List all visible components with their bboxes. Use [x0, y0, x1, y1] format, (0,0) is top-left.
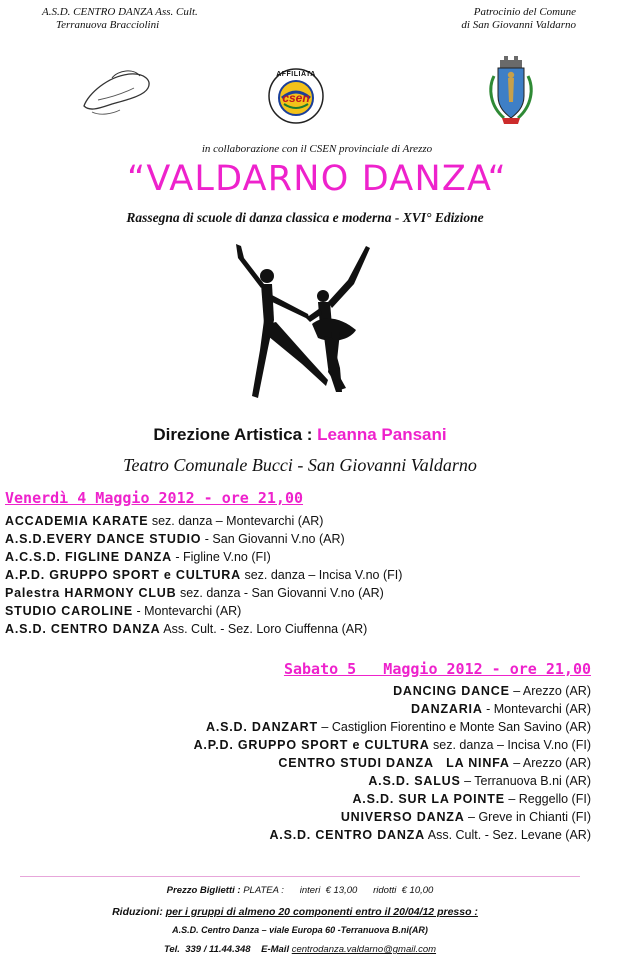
header-left-line1: A.S.D. CENTRO DANZA Ass. Cult. [42, 6, 198, 18]
list-item [194, 736, 591, 754]
footer-divider [20, 876, 580, 877]
school-location: – Arezzo (AR) [509, 684, 591, 698]
list-item [5, 548, 402, 566]
list-item [5, 584, 402, 602]
school-name: A.S.D. CENTRO DANZA [269, 828, 425, 842]
prices-text: PLATEA : interi € 13,00 ridotti € 10,00 [240, 885, 434, 896]
day2-heading: Sabato 5 Maggio 2012 - ore 21,00 [283, 660, 591, 678]
address-line: A.S.D. Centro Danza – viale Europa 60 -Terranuova B.ni(AR) [172, 925, 428, 935]
school-name: A.P.D. GRUPPO SPORT e CULTURA [5, 568, 241, 582]
school-location: sez. danza – Montevarchi (AR) [148, 514, 324, 528]
school-location: – Castiglion Fiorentino e Monte San Savino (AR) [317, 720, 591, 734]
school-name: A.C.S.D. FIGLINE DANZA [5, 550, 172, 564]
reductions-line [0, 906, 590, 918]
school-name: STUDIO CAROLINE [5, 604, 133, 618]
school-location: Ass. Cult. - Sez. Loro Ciuffenna (AR) [160, 622, 368, 636]
school-name: A.S.D. SUR LA POINTE [352, 792, 505, 806]
ballet-shoe-logo [78, 66, 158, 118]
header-right-line1: Patrocinio del Comune [473, 6, 576, 18]
school-name: UNIVERSO DANZA [340, 810, 465, 824]
school-location: sez. danza - San Giovanni V.no (AR) [176, 586, 384, 600]
list-item [194, 700, 591, 718]
reductions-label: Riduzioni: [112, 906, 163, 918]
csen-ring-text: AFFILIATA [276, 71, 316, 78]
list-item [5, 620, 402, 638]
day2-list [194, 682, 591, 844]
email-link[interactable]: centrodanza.valdarno@gmail.com [291, 944, 437, 955]
list-item [194, 754, 591, 772]
school-location: - Montevarchi (AR) [482, 702, 591, 716]
list-item [5, 530, 402, 548]
school-name: CENTRO STUDI DANZA LA NINFA [278, 756, 510, 770]
day1-heading: Venerdì 4 Maggio 2012 - ore 21,00 [5, 489, 304, 507]
school-location: - San Giovanni V.no (AR) [201, 532, 345, 546]
direction-line [0, 425, 600, 445]
day1-list [5, 512, 402, 638]
school-location: – Terranuova B.ni (AR) [460, 774, 591, 788]
prices-line [0, 885, 600, 896]
school-name: A.S.D.EVERY DANCE STUDIO [5, 532, 202, 546]
collab-text: in collaborazione con il CSEN provinciale di Arezzo [201, 143, 433, 155]
header-right [461, 6, 576, 32]
school-location: – Arezzo (AR) [509, 756, 591, 770]
list-item [194, 772, 591, 790]
school-name: A.P.D. GRUPPO SPORT e CULTURA [193, 738, 430, 752]
school-name: DANZARIA [410, 702, 483, 716]
school-location: Ass. Cult. - Sez. Levane (AR) [424, 828, 591, 842]
list-item [194, 826, 591, 844]
reductions-text: per i gruppi di almeno 20 componenti entro il 20/04/12 presso : [165, 906, 478, 918]
school-location: - Montevarchi (AR) [132, 604, 242, 618]
list-item [5, 602, 402, 620]
school-name: A.S.D. CENTRO DANZA [5, 622, 161, 636]
page-subtitle: Rassegna di scuole di danza classica e moderna - XVI° Edizione [126, 210, 484, 225]
list-item [194, 682, 591, 700]
page-title: “VALDARNO DANZA“ [127, 159, 507, 199]
school-name: DANCING DANCE [393, 684, 510, 698]
school-location: - Figline V.no (FI) [171, 550, 271, 564]
list-item [5, 512, 402, 530]
csen-center-text: csen [282, 91, 310, 105]
school-location: – Reggello (FI) [504, 792, 591, 806]
direction-name: Leanna Pansani [317, 425, 447, 444]
coat-of-arms-icon [482, 56, 540, 128]
contact-line [0, 944, 600, 955]
header-right-line2: di San Giovanni Valdarno [461, 19, 576, 31]
header-left [42, 6, 198, 32]
direction-label: Direzione Artistica : [153, 425, 313, 444]
list-item [5, 566, 402, 584]
school-name: A.S.D. SALUS [368, 774, 461, 788]
header-left-line2: Terranuova Bracciolini [56, 19, 160, 31]
school-location: – Greve in Chianti (FI) [464, 810, 591, 824]
csen-logo [268, 68, 324, 124]
school-name: Palestra HARMONY CLUB [5, 586, 177, 600]
school-location: sez. danza – Incisa V.no (FI) [429, 738, 591, 752]
list-item [194, 808, 591, 826]
school-location: sez. danza – Incisa V.no (FI) [240, 568, 403, 582]
venue: Teatro Comunale Bucci - San Giovanni Valdarno [123, 455, 477, 475]
school-name: ACCADEMIA KARATE [5, 514, 149, 528]
school-name: A.S.D. DANZART [206, 720, 318, 734]
list-item [194, 718, 591, 736]
list-item [194, 790, 591, 808]
contact-text: Tel. 339 / 11.44.348 E-Mail [163, 944, 292, 955]
prices-label: Prezzo Biglietti : [166, 885, 241, 896]
dancers-silhouette [228, 240, 378, 402]
